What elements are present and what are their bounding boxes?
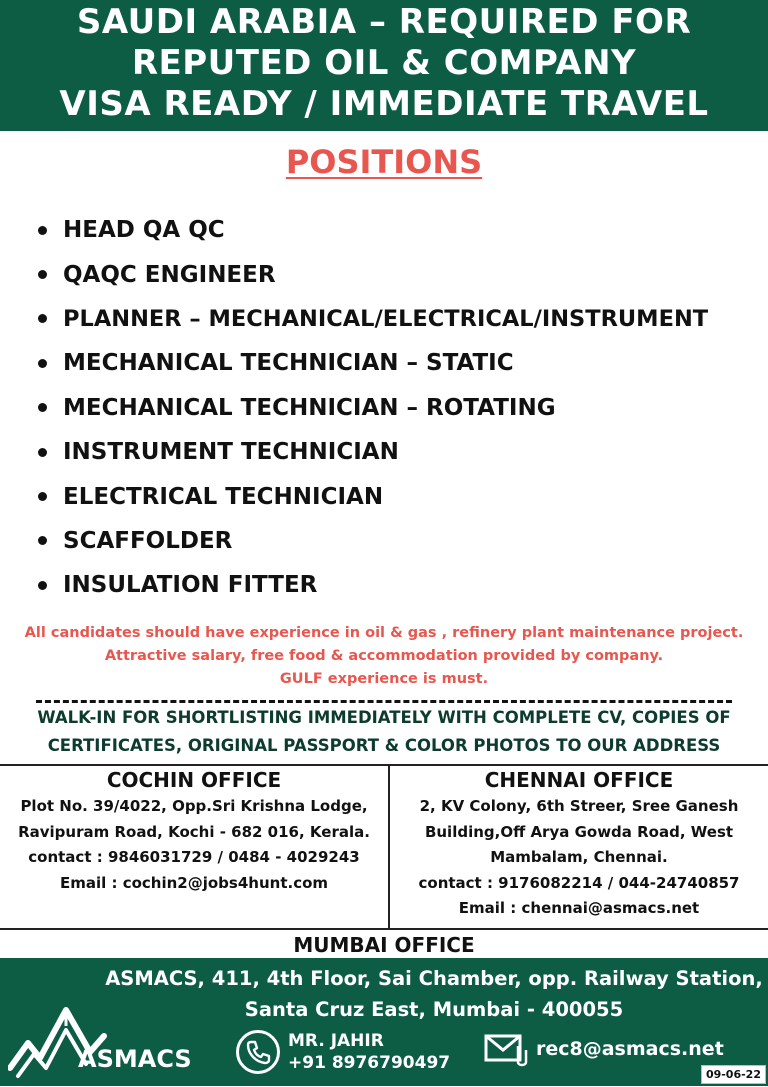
address-line-1: ASMACS, 411, 4th Floor, Sai Chamber, opp. Railway Station, (105, 967, 763, 990)
office-address-line: 2, KV Colony, 6th Streer, Sree Ganesh (419, 797, 739, 815)
office-address-line: Building,Off Arya Gowda Road, West (424, 822, 734, 841)
bullet-icon (38, 270, 47, 279)
note-line-1: All candidates should have experience in oil & gas , refinery plant maintenance project. (24, 625, 744, 641)
positions-title: POSITIONS (285, 143, 483, 181)
walkin-instructions (0, 704, 768, 760)
office-title: COCHIN OFFICE (106, 768, 282, 792)
asmacs-logo (8, 988, 198, 1083)
position-label: QAQC ENGINEER (63, 261, 276, 288)
bullet-icon (38, 581, 47, 590)
mumbai-office-title: MUMBAI OFFICE (293, 933, 475, 957)
office-address-line: Plot No. 39/4022, Opp.Sri Krishna Lodge, (20, 797, 368, 815)
list-item (30, 474, 760, 518)
office-contact: contact : 9176082214 / 044-24740857 (418, 873, 740, 892)
list-item (30, 297, 760, 341)
requirements-note (0, 622, 768, 691)
office-email: Email : chennai@asmacs.net (458, 899, 700, 917)
position-label: INSTRUMENT TECHNICIAN (63, 439, 399, 466)
position-label: INSULATION FITTER (63, 572, 318, 599)
position-label: PLANNER – MECHANICAL/ELECTRICAL/INSTRUMENT (63, 305, 709, 332)
bullet-icon (38, 359, 47, 368)
cochin-office (0, 766, 388, 896)
post-date: 09-06-22 (701, 1065, 766, 1084)
chennai-office (390, 766, 768, 922)
header-banner (0, 0, 768, 131)
bullet-icon (38, 492, 47, 501)
walkin-line-2: CERTIFICATES, ORIGINAL PASSPORT & COLOR PHOTOS TO OUR ADDRESS (47, 736, 721, 755)
dashed-divider (36, 686, 732, 703)
bullet-icon (38, 403, 47, 412)
positions-list (30, 208, 760, 608)
list-item (30, 252, 760, 296)
contact-name: MR. JAHIR (288, 1031, 384, 1051)
position-label: MECHANICAL TECHNICIAN – STATIC (63, 350, 514, 377)
list-item (30, 430, 760, 474)
office-title: CHENNAI OFFICE (484, 768, 674, 792)
footer-banner (0, 958, 768, 1086)
office-address-line: Mambalam, Chennai. (490, 848, 668, 866)
email-icon (484, 1032, 532, 1068)
headline-line-1: SAUDI ARABIA – REQUIRED FOR (76, 2, 692, 42)
list-item (30, 386, 760, 430)
mumbai-address (100, 963, 768, 1025)
list-item (30, 519, 760, 563)
note-line-2: Attractive salary, free food & accommodation provided by company. (104, 648, 664, 664)
list-item (30, 341, 760, 385)
contact-email: rec8@asmacs.net (536, 1038, 724, 1060)
bullet-icon (38, 536, 47, 545)
brand-name: ASMACS (78, 1045, 192, 1073)
office-address-line: Ravipuram Road, Kochi - 682 016, Kerala. (18, 822, 370, 841)
position-label: MECHANICAL TECHNICIAN – ROTATING (63, 394, 556, 421)
office-email: Email : cochin2@jobs4hunt.com (59, 873, 329, 892)
position-label: ELECTRICAL TECHNICIAN (63, 483, 384, 510)
contact-phone: +91 8976790497 (288, 1053, 451, 1073)
email-contact (484, 1032, 724, 1072)
position-label: HEAD QA QC (63, 217, 225, 244)
list-item (30, 208, 760, 252)
bullet-icon (38, 448, 47, 457)
walkin-line-1: WALK-IN FOR SHORTLISTING IMMEDIATELY WITH COMPLETE CV, COPIES OF (37, 708, 731, 727)
list-item (30, 563, 760, 607)
position-label: SCAFFOLDER (63, 527, 233, 554)
bullet-icon (38, 314, 47, 323)
headline-line-3: VISA READY / IMMEDIATE TRAVEL (59, 84, 709, 124)
address-line-2: Santa Cruz East, Mumbai - 400055 (244, 998, 624, 1021)
divider (0, 928, 768, 930)
contact-person (288, 1030, 450, 1074)
phone-icon (236, 1030, 280, 1074)
headline-line-2: REPUTED OIL & COMPANY (131, 43, 637, 83)
office-contact: contact : 9846031729 / 0484 - 4029243 (28, 848, 360, 866)
note-line-3: GULF experience is must. (279, 671, 489, 687)
bullet-icon (38, 226, 47, 235)
